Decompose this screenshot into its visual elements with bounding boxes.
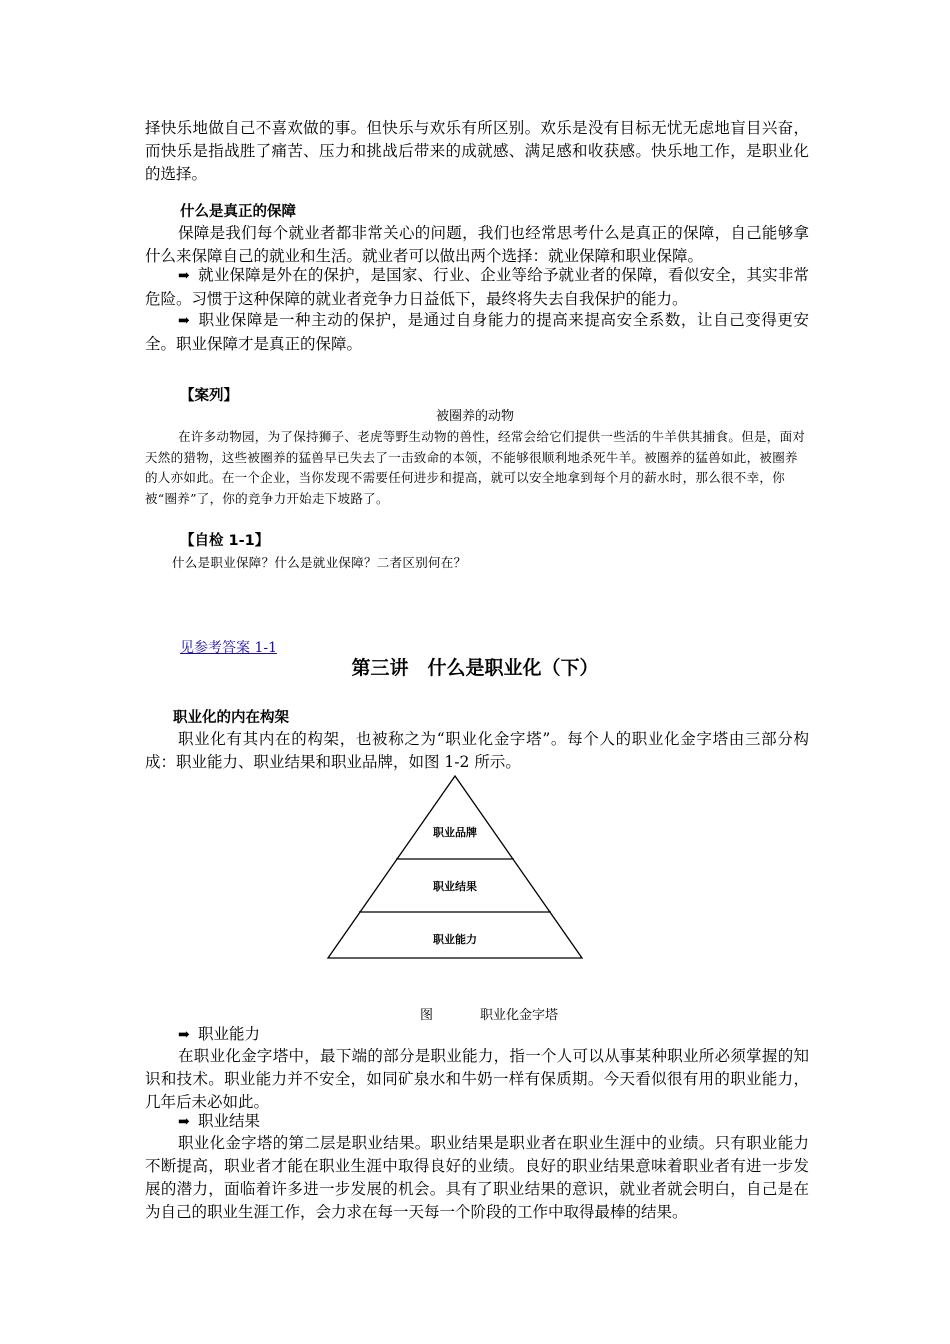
- intro-paragraph: 择快乐地做自己不喜欢做的事。但快乐与欢乐有所区别。欢乐是没有目标无忧无虑地盲目兴奋，而快乐是指战胜了痛苦、压力和挑战后带来的成就感、满足感和收获感。快乐地工作，是职业化的选择。: [145, 119, 809, 183]
- pyramid-label-result: 职业结果: [433, 880, 477, 893]
- result-paragraph: 职业化金字塔的第二层是职业结果。职业结果是职业者在职业生涯中的业绩。只有职业能力不断提高，职业者才能在职业生涯中取得良好的业绩。良好的职业结果意味着职业者有进一步发展的潜力，面临着许多进一步发展的机会。具有了职业结果的意识，就业者就会明白，自己是在为自己的职业生涯工作，会力求在每一天每一个阶段的工作中取得最棒的结果。: [145, 1134, 809, 1221]
- case-body: 在许多动物园，为了保持狮子、老虎等野生动物的兽性，经常会给它们提供一些活的牛羊供其捕食。但是，面对天然的猎物，这些被圈养的猛兽早已失去了一击致命的本领，不能够很顺利地杀死牛羊。被圈养的猛兽如此，被圈养的人亦如此。在一个企业，当你发现不需要任何进步和提高，就可以安全地拿到每个月的薪水时，那么很不幸，你被“圈养”了，你的竞争力开始走下坡路了。: [145, 429, 806, 506]
- answer-link[interactable]: 见参考答案 1-1: [180, 640, 277, 656]
- pyramid-label-ability: 职业能力: [433, 933, 477, 946]
- figure-caption-text: 职业化金字塔: [480, 1008, 559, 1023]
- result-title: [145, 1110, 809, 1134]
- arrow-right-icon: ➡: [178, 1114, 190, 1130]
- case-title: 被圈养的动物: [435, 409, 514, 424]
- arrow-right-icon: ➡: [178, 268, 190, 284]
- ability-paragraph: 在职业化金字塔中，最下端的部分是职业能力，指一个人可以从事某种职业所必须掌握的知识和技术。职业能力并不安全，如同矿泉水和牛奶一样有保质期。今天看似很有用的职业能力，几年后未必如此。: [145, 1047, 809, 1111]
- chapter-title: 第三讲 什么是职业化（下）: [351, 657, 599, 679]
- framework-heading: 职业化的内在构架: [173, 710, 289, 726]
- career-pyramid-diagram: [320, 772, 590, 964]
- arrow-right-icon: ➡: [178, 1027, 190, 1043]
- security-bullet-1-text: 就业保障是外在的保护，是国家、行业、企业等给予就业者的保障，看似安全，其实非常危险。习惯于这种保障的就业者竞争力日益低下，最终将失去自我保护的能力。: [145, 266, 809, 308]
- security-paragraph: 保障是我们每个就业者都非常关心的问题，我们也经常思考什么是真正的保障，自己能够拿什么来保障自己的就业和生活。就业者可以做出两个选择：就业保障和职业保障。: [145, 224, 809, 265]
- selfcheck-question: 什么是职业保障？什么是就业保障？二者区别何在？: [172, 555, 467, 570]
- ability-title-text: 职业能力: [198, 1025, 261, 1043]
- case-label: 【案列】: [180, 388, 238, 404]
- security-heading: 什么是真正的保障: [180, 204, 296, 220]
- pyramid-label-brand: 职业品牌: [433, 826, 477, 839]
- arrow-right-icon: ➡: [178, 313, 190, 329]
- security-bullet-1: [145, 264, 809, 311]
- pyramid-outline: [328, 776, 582, 958]
- figure-caption-prefix: 图: [420, 1008, 434, 1023]
- ability-title: [145, 1023, 809, 1047]
- result-title-text: 职业结果: [198, 1112, 261, 1130]
- security-bullet-2-text: 职业保障是一种主动的保护，是通过自身能力的提高来提高安全系数，让自己变得更安全。职业保障才是真正的保障。: [145, 311, 809, 353]
- framework-paragraph: 职业化有其内在的构架，也被称之为“职业化金字塔”。每个人的职业化金字塔由三部分构成：职业能力、职业结果和职业品牌，如图 1-2 所示。: [145, 730, 809, 771]
- security-bullet-2: [145, 309, 809, 356]
- selfcheck-label: 【自检 1-1】: [180, 533, 270, 549]
